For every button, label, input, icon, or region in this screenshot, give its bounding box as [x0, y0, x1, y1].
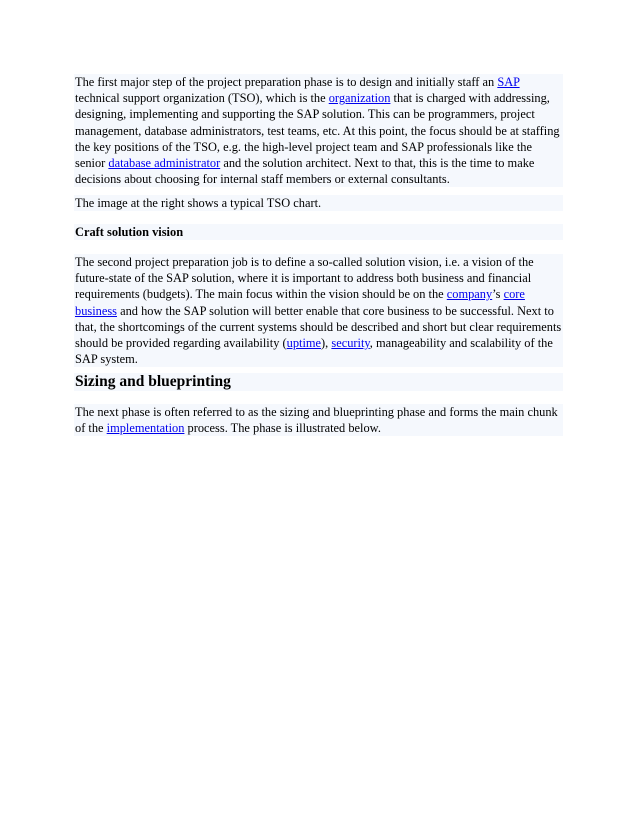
p4-text-2: process. The phase is illustrated below.: [184, 421, 381, 436]
heading-sizing-and-blueprinting: Sizing and blueprinting: [74, 373, 563, 391]
link-core-business[interactable]: core business: [75, 287, 525, 318]
link-sap[interactable]: SAP: [497, 75, 520, 89]
paragraph-sizing-phase: [74, 404, 563, 436]
p3-text-1: The second project preparation job is to define a so-called solution vision, i.e. a vision of the future-state of the SAP solution, where it is important to address both business and financial requirements (budgets). The main focus within the vision should be on the: [75, 255, 534, 302]
link-company[interactable]: company: [446, 287, 493, 302]
link-uptime[interactable]: uptime: [286, 336, 322, 351]
link-implementation[interactable]: implementation: [106, 421, 185, 436]
link-organization[interactable]: organization: [328, 91, 391, 106]
heading-craft-solution-vision: Craft solution vision: [74, 224, 563, 240]
p1-text-3: that is charged with addressing, designing, implementing and supporting the SAP solution. This can be programmers, project management, database administrators, test teams, etc. At this point, the focus should be at staffing the key positions of the TSO, e.g. the high-level project team and SAP professionals like the senior: [75, 91, 560, 171]
p1-text-2: technical support organization (TSO), which is the: [75, 91, 329, 106]
link-security[interactable]: security: [331, 336, 370, 351]
link-database-administrator[interactable]: database administrator: [108, 156, 221, 171]
paragraph-tso-chart: The image at the right shows a typical TSO chart.: [74, 195, 563, 211]
p3-text-5: , manageability and scalability of the SAP system.: [75, 336, 553, 367]
p4-text-1: The next phase is often referred to as the sizing and blueprinting phase and forms the main chunk of the: [75, 405, 558, 436]
p3-text-4: ),: [321, 336, 332, 351]
paragraph-solution-vision: [74, 254, 563, 367]
p3-text-2: ’s: [492, 287, 504, 302]
paragraph-tso-staffing: [74, 74, 563, 187]
p3-text-3: and how the SAP solution will better enable that core business to be successful. Next to that, the shortcomings of the current systems should be described and short but clear requirements should be provided regarding availability (: [75, 303, 562, 351]
p1-text-1: The first major step of the project preparation phase is to design and initially staff an: [75, 75, 498, 89]
p1-text-4: and the solution architect. Next to that, this is the time to make decisions about choosing for internal staff members or external consultants.: [75, 156, 535, 187]
